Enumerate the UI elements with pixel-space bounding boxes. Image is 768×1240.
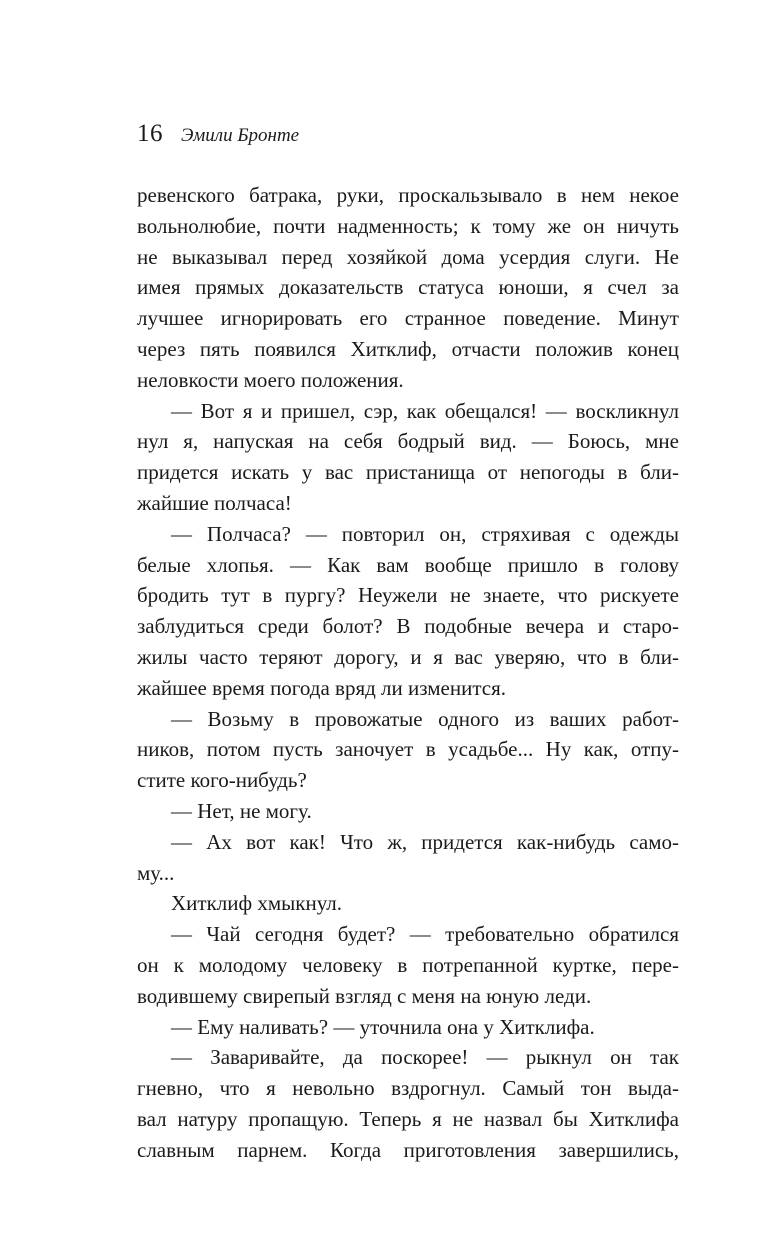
text-line: вал натуру пропащую. Теперь я не назвал бы Хитклифа	[137, 1106, 679, 1131]
text-line: имея прямых доказательств статуса юноши, я счел за	[137, 275, 679, 300]
page-number: 16	[137, 120, 163, 147]
text-line: водившему свирепый взгляд с меня на юную леди.	[137, 983, 592, 1008]
text-line: вольнолюбие, почти надменность; к тому же он ничуть	[137, 213, 679, 238]
body-text	[137, 180, 679, 1166]
text-line: Хитклиф хмыкнул.	[171, 891, 343, 916]
text-line: придется искать у вас пристанища от непогоды в бли-	[137, 460, 679, 485]
text-line: славным парнем. Когда приготовления завершились,	[137, 1137, 679, 1162]
text-line: му...	[137, 860, 175, 885]
text-line: — Возьму в провожатые одного из ваших работ-	[171, 706, 679, 731]
text-line: жайшие полчаса!	[137, 490, 292, 515]
text-line: жайшее время погода вряд ли изменится.	[137, 675, 507, 700]
text-line: — Ах вот как! Что ж, придется как-нибудь само-	[171, 829, 679, 854]
running-head-author: Эмили Бронте	[181, 125, 300, 146]
text-line: — Заваривайте, да поскорее! — рыкнул он так	[171, 1045, 679, 1070]
text-line: — Ему наливать? — уточнила она у Хитклифа.	[171, 1014, 595, 1039]
text-line: ревенского батрака, руки, проскальзывало в нем некое	[137, 183, 679, 207]
text-line: — Полчаса? — повторил он, стряхивая с одежды	[171, 521, 679, 546]
text-line: — Чай сегодня будет? — требовательно обратился	[171, 922, 679, 947]
text-line: стите кого-нибудь?	[137, 768, 307, 793]
text-line: белые хлопья. — Как вам вообще пришло в голову	[137, 552, 679, 577]
running-head	[137, 120, 299, 150]
text-line: нул я, напуская на себя бодрый вид. — Боюсь, мне	[137, 429, 679, 454]
text-line: лучшее игнорировать его странное поведение. Минут	[137, 306, 679, 331]
text-line: не выказывал перед хозяйкой дома усердия слуги. Не	[137, 244, 679, 269]
text-line: — Вот я и пришел, сэр, как обещался! — воскликнул	[171, 398, 679, 423]
text-line: — Нет, не могу.	[171, 798, 312, 823]
text-line: через пять появился Хитклиф, отчасти положив конец	[137, 336, 679, 361]
text-line: гневно, что я невольно вздрогнул. Самый тон выда-	[137, 1076, 679, 1101]
text-line: заблудиться среди болот? В подобные вечера и старо-	[137, 614, 679, 639]
text-line: жилы часто теряют дорогу, и я вас уверяю, что в бли-	[137, 644, 679, 669]
text-line: неловкости моего положения.	[137, 367, 404, 392]
text-line: он к молодому человеку в потрепанной куртке, пере-	[137, 952, 679, 977]
text-line: ников, потом пусть заночует в усадьбе... Ну как, отпу-	[137, 737, 679, 762]
text-line: бродить тут в пургу? Неужели не знаете, что рискуете	[137, 583, 679, 608]
